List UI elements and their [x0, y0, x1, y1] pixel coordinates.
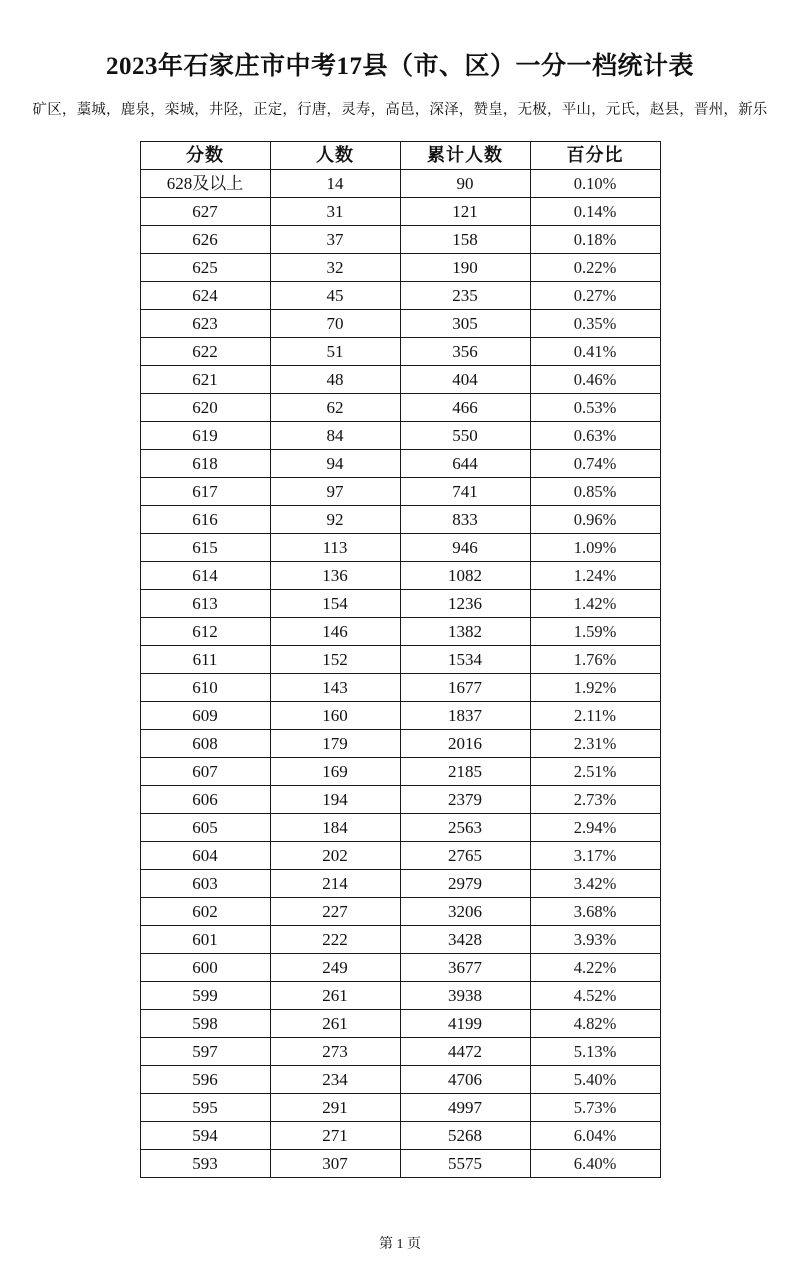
cell-cumulative: 190: [400, 254, 530, 282]
cell-percentage: 0.74%: [530, 450, 660, 478]
cell-score: 604: [140, 842, 270, 870]
column-header-count: 人数: [270, 142, 400, 170]
cell-percentage: 3.17%: [530, 842, 660, 870]
cell-percentage: 1.24%: [530, 562, 660, 590]
cell-percentage: 0.22%: [530, 254, 660, 282]
cell-count: 160: [270, 702, 400, 730]
cell-score: 597: [140, 1038, 270, 1066]
table-row: [140, 702, 660, 730]
cell-percentage: 6.04%: [530, 1122, 660, 1150]
cell-percentage: 2.11%: [530, 702, 660, 730]
cell-cumulative: 4997: [400, 1094, 530, 1122]
cell-score: 609: [140, 702, 270, 730]
cell-score: 593: [140, 1150, 270, 1178]
cell-percentage: 0.85%: [530, 478, 660, 506]
cell-cumulative: 466: [400, 394, 530, 422]
cell-count: 113: [270, 534, 400, 562]
cell-cumulative: 644: [400, 450, 530, 478]
cell-percentage: 4.52%: [530, 982, 660, 1010]
cell-count: 146: [270, 618, 400, 646]
cell-percentage: 1.09%: [530, 534, 660, 562]
cell-score: 601: [140, 926, 270, 954]
cell-count: 31: [270, 198, 400, 226]
cell-score: 615: [140, 534, 270, 562]
table-header-row: [140, 142, 660, 170]
cell-count: 14: [270, 170, 400, 198]
cell-cumulative: 4199: [400, 1010, 530, 1038]
cell-percentage: 2.51%: [530, 758, 660, 786]
page-subtitle: 矿区，藁城，鹿泉，栾城，井陉，正定，行唐，灵寿，高邑，深泽，赞皇，无极，平山，元氏，赵县，晋州，新乐: [32, 102, 768, 118]
cell-score: 628及以上: [140, 170, 270, 198]
cell-cumulative: 2765: [400, 842, 530, 870]
table-row: [140, 226, 660, 254]
table-row: [140, 310, 660, 338]
cell-cumulative: 3938: [400, 982, 530, 1010]
cell-count: 202: [270, 842, 400, 870]
cell-cumulative: 90: [400, 170, 530, 198]
cell-count: 152: [270, 646, 400, 674]
cell-count: 273: [270, 1038, 400, 1066]
cell-count: 261: [270, 982, 400, 1010]
cell-score: 605: [140, 814, 270, 842]
cell-cumulative: 3428: [400, 926, 530, 954]
cell-cumulative: 1837: [400, 702, 530, 730]
cell-score: 596: [140, 1066, 270, 1094]
table-row: [140, 982, 660, 1010]
cell-cumulative: 5575: [400, 1150, 530, 1178]
table-row: [140, 254, 660, 282]
table-row: [140, 282, 660, 310]
cell-percentage: 2.31%: [530, 730, 660, 758]
cell-score: 612: [140, 618, 270, 646]
cell-percentage: 0.14%: [530, 198, 660, 226]
cell-score: 621: [140, 366, 270, 394]
page-title: 2023年石家庄市中考17县（市、区）一分一档统计表: [105, 53, 694, 80]
cell-percentage: 3.68%: [530, 898, 660, 926]
table-row: [140, 758, 660, 786]
cell-score: 622: [140, 338, 270, 366]
score-distribution-table: [140, 141, 661, 1178]
cell-count: 32: [270, 254, 400, 282]
cell-score: 595: [140, 1094, 270, 1122]
cell-count: 154: [270, 590, 400, 618]
cell-percentage: 0.10%: [530, 170, 660, 198]
table-row: [140, 1066, 660, 1094]
table-row: [140, 422, 660, 450]
table-row: [140, 954, 660, 982]
cell-cumulative: 2379: [400, 786, 530, 814]
table-row: [140, 618, 660, 646]
cell-cumulative: 2185: [400, 758, 530, 786]
table-body: [140, 170, 660, 1178]
cell-score: 623: [140, 310, 270, 338]
cell-percentage: 0.96%: [530, 506, 660, 534]
cell-cumulative: 356: [400, 338, 530, 366]
cell-count: 45: [270, 282, 400, 310]
table-row: [140, 450, 660, 478]
table-row: [140, 366, 660, 394]
table-row: [140, 926, 660, 954]
cell-percentage: 0.63%: [530, 422, 660, 450]
column-header-percentage: 百分比: [530, 142, 660, 170]
cell-cumulative: 1534: [400, 646, 530, 674]
table-row: [140, 478, 660, 506]
cell-count: 48: [270, 366, 400, 394]
cell-percentage: 0.35%: [530, 310, 660, 338]
cell-score: 606: [140, 786, 270, 814]
cell-cumulative: 305: [400, 310, 530, 338]
table-row: [140, 1010, 660, 1038]
table-row: [140, 842, 660, 870]
cell-cumulative: 121: [400, 198, 530, 226]
cell-score: 607: [140, 758, 270, 786]
cell-count: 169: [270, 758, 400, 786]
cell-cumulative: 2016: [400, 730, 530, 758]
cell-percentage: 2.94%: [530, 814, 660, 842]
cell-cumulative: 741: [400, 478, 530, 506]
cell-score: 599: [140, 982, 270, 1010]
cell-cumulative: 1382: [400, 618, 530, 646]
cell-count: 84: [270, 422, 400, 450]
cell-count: 37: [270, 226, 400, 254]
cell-percentage: 6.40%: [530, 1150, 660, 1178]
cell-percentage: 5.40%: [530, 1066, 660, 1094]
cell-cumulative: 4472: [400, 1038, 530, 1066]
cell-cumulative: 833: [400, 506, 530, 534]
cell-count: 97: [270, 478, 400, 506]
cell-score: 626: [140, 226, 270, 254]
cell-score: 616: [140, 506, 270, 534]
cell-cumulative: 3677: [400, 954, 530, 982]
cell-cumulative: 2563: [400, 814, 530, 842]
cell-cumulative: 235: [400, 282, 530, 310]
table-row: [140, 1150, 660, 1178]
table-row: [140, 1122, 660, 1150]
cell-count: 94: [270, 450, 400, 478]
cell-score: 603: [140, 870, 270, 898]
cell-percentage: 5.13%: [530, 1038, 660, 1066]
cell-cumulative: 1677: [400, 674, 530, 702]
cell-count: 92: [270, 506, 400, 534]
cell-count: 51: [270, 338, 400, 366]
cell-score: 618: [140, 450, 270, 478]
table-row: [140, 590, 660, 618]
cell-count: 307: [270, 1150, 400, 1178]
cell-score: 624: [140, 282, 270, 310]
cell-count: 184: [270, 814, 400, 842]
table-row: [140, 170, 660, 198]
cell-cumulative: 3206: [400, 898, 530, 926]
cell-count: 291: [270, 1094, 400, 1122]
page-footer: 第 1 页: [379, 1237, 421, 1252]
table-row: [140, 198, 660, 226]
cell-score: 617: [140, 478, 270, 506]
cell-score: 613: [140, 590, 270, 618]
table-row: [140, 730, 660, 758]
table-row: [140, 870, 660, 898]
cell-score: 614: [140, 562, 270, 590]
table-row: [140, 814, 660, 842]
cell-score: 619: [140, 422, 270, 450]
cell-cumulative: 4706: [400, 1066, 530, 1094]
cell-percentage: 4.82%: [530, 1010, 660, 1038]
cell-count: 62: [270, 394, 400, 422]
cell-percentage: 2.73%: [530, 786, 660, 814]
cell-count: 194: [270, 786, 400, 814]
cell-percentage: 3.93%: [530, 926, 660, 954]
cell-percentage: 0.46%: [530, 366, 660, 394]
cell-percentage: 0.41%: [530, 338, 660, 366]
cell-score: 598: [140, 1010, 270, 1038]
cell-count: 214: [270, 870, 400, 898]
cell-cumulative: 1236: [400, 590, 530, 618]
table-row: [140, 1038, 660, 1066]
cell-score: 625: [140, 254, 270, 282]
cell-count: 271: [270, 1122, 400, 1150]
cell-percentage: 0.18%: [530, 226, 660, 254]
table-row: [140, 562, 660, 590]
table-row: [140, 506, 660, 534]
cell-cumulative: 2979: [400, 870, 530, 898]
cell-score: 610: [140, 674, 270, 702]
table-row: [140, 786, 660, 814]
cell-count: 143: [270, 674, 400, 702]
cell-percentage: 1.92%: [530, 674, 660, 702]
cell-score: 611: [140, 646, 270, 674]
cell-count: 249: [270, 954, 400, 982]
cell-cumulative: 1082: [400, 562, 530, 590]
cell-count: 227: [270, 898, 400, 926]
cell-cumulative: 550: [400, 422, 530, 450]
column-header-score: 分数: [140, 142, 270, 170]
cell-count: 179: [270, 730, 400, 758]
cell-count: 234: [270, 1066, 400, 1094]
cell-cumulative: 404: [400, 366, 530, 394]
table-row: [140, 646, 660, 674]
cell-score: 602: [140, 898, 270, 926]
table-row: [140, 534, 660, 562]
cell-cumulative: 946: [400, 534, 530, 562]
table-row: [140, 898, 660, 926]
cell-score: 594: [140, 1122, 270, 1150]
table-row: [140, 338, 660, 366]
cell-score: 608: [140, 730, 270, 758]
cell-cumulative: 158: [400, 226, 530, 254]
cell-score: 600: [140, 954, 270, 982]
cell-score: 620: [140, 394, 270, 422]
cell-percentage: 0.27%: [530, 282, 660, 310]
cell-percentage: 3.42%: [530, 870, 660, 898]
table-row: [140, 1094, 660, 1122]
column-header-cumulative: 累计人数: [400, 142, 530, 170]
cell-percentage: 1.42%: [530, 590, 660, 618]
cell-percentage: 1.76%: [530, 646, 660, 674]
table-row: [140, 394, 660, 422]
cell-percentage: 4.22%: [530, 954, 660, 982]
cell-cumulative: 5268: [400, 1122, 530, 1150]
cell-count: 222: [270, 926, 400, 954]
cell-percentage: 0.53%: [530, 394, 660, 422]
cell-count: 261: [270, 1010, 400, 1038]
cell-score: 627: [140, 198, 270, 226]
table-row: [140, 674, 660, 702]
cell-count: 70: [270, 310, 400, 338]
cell-count: 136: [270, 562, 400, 590]
cell-percentage: 1.59%: [530, 618, 660, 646]
cell-percentage: 5.73%: [530, 1094, 660, 1122]
score-distribution-table-container: [0, 141, 800, 1178]
